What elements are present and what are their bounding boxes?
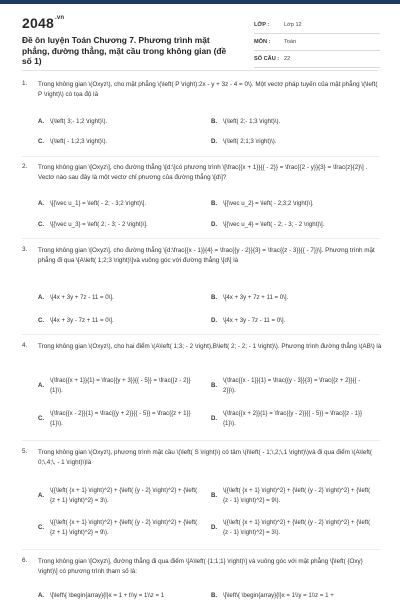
option-4a[interactable] xyxy=(38,376,200,395)
option-2b[interactable] xyxy=(211,199,373,209)
option-text: \[4x + 3y - 7z - 11 = 0\]. xyxy=(223,317,286,324)
option-letter: D. xyxy=(211,415,218,422)
option-5d[interactable] xyxy=(211,518,373,537)
meta-label: MÔN : xyxy=(254,39,271,45)
question-4 xyxy=(22,342,382,352)
option-text: \[4x + 3y - 7z + 11 = 0\]. xyxy=(50,317,114,324)
option-text: \[4x + 3y + 7z - 11 = 0\]. xyxy=(50,294,114,301)
question-number: 3. xyxy=(22,246,28,253)
question-text: Trong không gian \(Oxyz\), cho mặt phẳng \(\left( P \right):2x - y + 3z - 4 = 0\). Một vectơ pháp tuyến của mặt phẳng \(\left( P \right)\) có tọa độ là xyxy=(38,81,378,98)
option-letter: C. xyxy=(38,221,45,228)
option-6a[interactable] xyxy=(38,591,200,600)
option-text: \[{\vec u_4} = \left( - 2; - 3; - 2 \right)\]. xyxy=(223,221,325,228)
option-text: \({\left( {x + 1} \right)^2} + {\left( {y - 2} \right)^2} + {\left( {z + 1} \right)^2} = 9\). xyxy=(50,519,198,536)
option-1a[interactable] xyxy=(38,117,200,127)
option-letter: A. xyxy=(38,492,45,499)
question-number: 6. xyxy=(22,557,28,564)
option-text: \(\left( 3;- 1;2 \right)\). xyxy=(50,118,108,125)
option-letter: B. xyxy=(211,382,218,389)
question-text: Trong không gian \[Oxyz\], cho đường thẳng \[d:\]có phương trình \[\frac{{x + 1}}{{ - 2}} = \frac{{2 - y}}{3} = \frac{z}{2}\] . Vectơ nào sau đây là một vectơ chỉ phương của đường thẳng \[d\]? xyxy=(38,164,368,181)
logo-suffix: .vn xyxy=(54,15,65,21)
option-text: \(\frac{{x + 2}}{1} = \frac{{y - 2}}{{ - 5}} = \frac{{z - 1}}{1}\). xyxy=(223,410,363,427)
option-letter: D. xyxy=(211,138,218,145)
option-3c[interactable] xyxy=(38,316,200,326)
question-number: 5. xyxy=(22,448,28,455)
question-1 xyxy=(22,80,382,100)
option-text: \(\frac{{x - 1}}{1} = \frac{{y - 3}}{3} = \frac{{z + 2}}{{ - 2}}\). xyxy=(223,377,361,394)
option-2a[interactable] xyxy=(38,199,200,209)
option-text: \(\left( 2;- 1;3 \right)\). xyxy=(223,118,281,125)
question-number: 4. xyxy=(22,342,28,349)
option-letter: B. xyxy=(211,118,218,125)
option-text: \({\left( {x + 1} \right)^2} + {\left( {y - 2} \right)^2} + {\left( {z - 1} \right)^2} = 3\). xyxy=(223,519,371,536)
page-header xyxy=(0,4,400,70)
option-text: \[4x + 3y + 7z + 11 = 0\]. xyxy=(223,294,289,301)
logo-text: 2048 xyxy=(22,15,54,31)
option-1b[interactable] xyxy=(211,117,373,127)
question-text: Trong không gian \[Oxyz\], cho đường thẳng \[d:\frac{{x - 1}}{4} = \frac{{y - 2}}{3} = \frac{{z - 3}}{{ - 7}}\]. Phương trình mặt phẳng đi qua \[A\left( 1;2;3 \right)\]và vuông góc với đường thẳng \[d\] là xyxy=(38,247,375,264)
option-text: \(\left( - 1;2;3 \right)\). xyxy=(50,138,108,145)
option-letter: C. xyxy=(38,317,45,324)
question-5 xyxy=(22,448,382,468)
option-1d[interactable] xyxy=(211,137,373,147)
option-letter: A. xyxy=(38,294,45,301)
question-separator xyxy=(22,334,380,335)
option-2d[interactable] xyxy=(211,220,373,230)
option-text: \[{\vec u_2} = \left( - 2;3;2 \right)\]. xyxy=(223,200,314,207)
meta-label: SỐ CÂU : xyxy=(254,56,280,62)
meta-value: Lớp 12 xyxy=(284,22,302,28)
option-2c[interactable] xyxy=(38,220,200,230)
site-logo[interactable] xyxy=(22,15,64,31)
option-6b[interactable] xyxy=(211,591,373,600)
option-letter: A. xyxy=(38,592,45,599)
option-letter: A. xyxy=(38,382,45,389)
option-letter: C. xyxy=(38,138,45,145)
option-letter: D. xyxy=(211,317,218,324)
option-letter: B. xyxy=(211,200,218,207)
question-text: Trong không gian \(Oxyz\), phương trình mặt cầu \(\left( S \right)\) có tâm \(I\left( - 1;\,2;\,1 \right)\)và đi qua điểm \(A\left( 0;\,4;\, - 1 \right)\)là xyxy=(38,449,372,466)
option-letter: A. xyxy=(38,118,45,125)
question-separator xyxy=(22,238,380,239)
question-3 xyxy=(22,246,382,266)
option-5c[interactable] xyxy=(38,518,200,537)
document-title: Đề ôn luyện Toán Chương 7. Phương trình mặt phẳng, đường thẳng, mặt cầu trong không gian (đề số 1) xyxy=(22,35,227,66)
question-number: 1. xyxy=(22,80,28,87)
meta-row-subject xyxy=(254,34,380,51)
meta-row-count xyxy=(254,51,380,68)
question-number: 2. xyxy=(22,163,28,170)
meta-row-class xyxy=(254,17,380,34)
option-3b[interactable] xyxy=(211,293,373,303)
question-separator xyxy=(22,549,380,550)
option-letter: C. xyxy=(38,415,45,422)
option-letter: D. xyxy=(211,524,218,531)
option-text: \(\frac{{x + 1}}{1} = \frac{{y + 3}}{{ - 5}} = \frac{{z - 2}}{1}\). xyxy=(50,377,191,394)
option-text: \({\left( {x + 1} \right)^2} + {\left( {y - 2} \right)^2} + {\left( {z + 1} \right)^2} = 3\). xyxy=(50,487,198,504)
option-text: \[{\vec u_1} = \left( - 2; - 3;2 \right)\]. xyxy=(50,200,147,207)
option-letter: A. xyxy=(38,200,45,207)
question-text: Trong không gian \[Oxyz\], đường thẳng đi qua điểm \[A\left( {1;1;1} \right)\] và vuông góc với mặt phẳng \[\left( {Oxy} \right)\] có phương trình tham số là: xyxy=(38,558,363,575)
option-letter: B. xyxy=(211,492,218,499)
option-3a[interactable] xyxy=(38,293,200,303)
option-letter: B. xyxy=(211,592,218,599)
option-letter: C. xyxy=(38,524,45,531)
option-text: \[\left\{ \begin{array}{l}x = 1\\y = 1\\z = 1 + xyxy=(223,592,334,599)
option-3d[interactable] xyxy=(211,316,373,326)
question-text: Trong không gian \(Oxyz\), cho hai điểm \(A\left( 1;3; - 2 \right),B\left( 2; - 2; - 1 \right)\). Phương trình đường thẳng \(AB\) là xyxy=(38,343,382,350)
meta-label: LỚP : xyxy=(254,22,270,28)
option-text: \(\frac{{x - 2}}{1} = \frac{{y + 2}}{{ - 5}} = \frac{{z + 1}}{1}\). xyxy=(50,410,191,427)
question-2 xyxy=(22,163,382,183)
option-text: \[\left\{ \begin{array}{l}x = 1 + t\\y = 1\\z = 1 xyxy=(50,592,165,599)
option-text: \(\left( 2;1;3 \right)\). xyxy=(223,138,277,145)
meta-value: Toán xyxy=(284,39,297,45)
option-letter: B. xyxy=(211,294,218,301)
option-5b[interactable] xyxy=(211,486,373,505)
option-text: \[{\vec u_3} = \left( 2; - 3; - 2 \right)\]. xyxy=(50,221,148,228)
meta-value: 22 xyxy=(284,56,291,62)
option-1c[interactable] xyxy=(38,137,200,147)
option-letter: D. xyxy=(211,221,218,228)
option-4d[interactable] xyxy=(211,409,373,428)
option-text: \({\left( {x + 1} \right)^2} + {\left( {y - 2} \right)^2} + {\left( {z - 1} \right)^2} = 9\). xyxy=(223,487,371,504)
question-separator xyxy=(22,156,380,157)
question-6 xyxy=(22,557,382,577)
option-4c[interactable] xyxy=(38,409,200,428)
exam-meta-box xyxy=(254,17,380,68)
question-separator xyxy=(22,440,380,441)
option-5a[interactable] xyxy=(38,486,200,505)
header-divider xyxy=(22,70,378,71)
option-4b[interactable] xyxy=(211,376,373,395)
